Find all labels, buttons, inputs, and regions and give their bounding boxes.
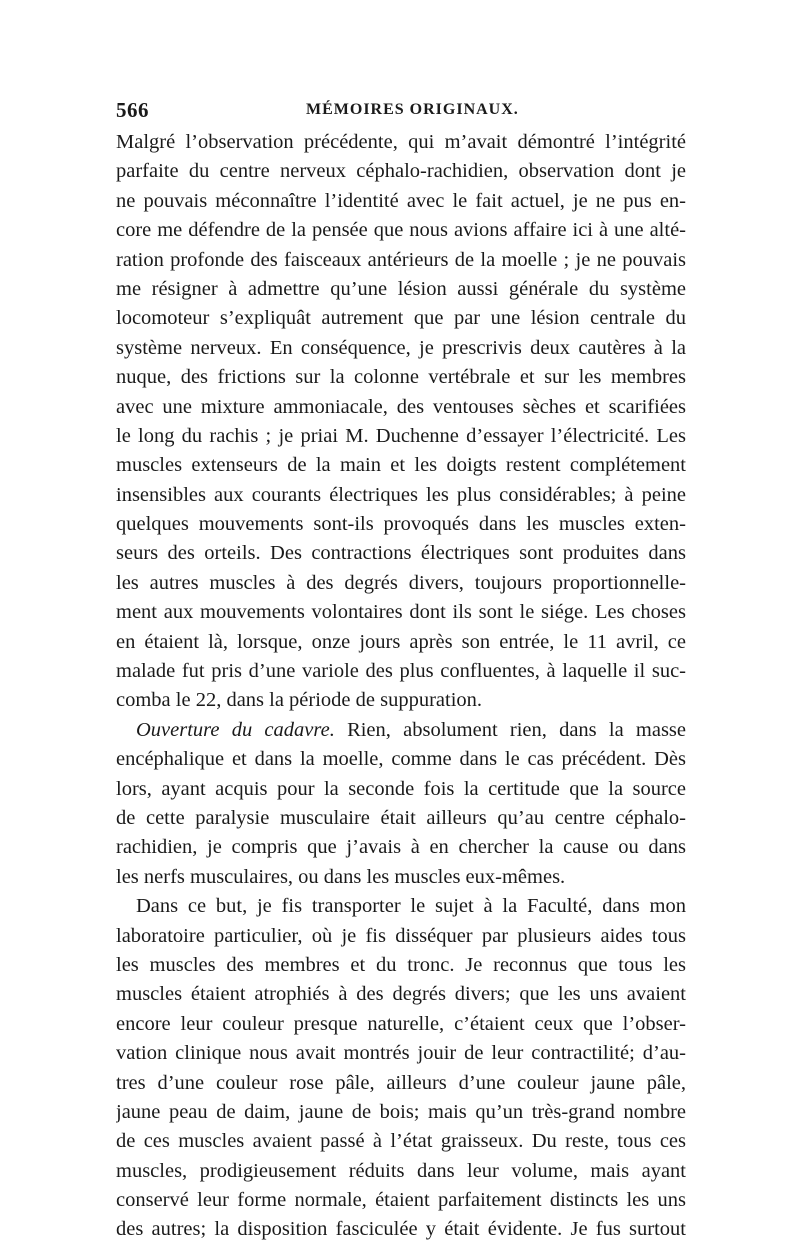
section-title: Ouverture du cadavre. xyxy=(136,718,335,741)
running-head xyxy=(116,98,686,126)
text-line: jaune peau de daim, jaune de bois; mais qu’un très-grand nombre xyxy=(116,1100,686,1123)
text-line: système nerveux. En conséquence, je prescrivis deux cautères à la xyxy=(116,336,686,359)
text-line: core me défendre de la pensée que nous avions affaire ici à une alté- xyxy=(116,219,686,242)
text-line: Dans ce but, je fis transporter le sujet à la Faculté, dans mon xyxy=(136,895,686,918)
text-line: le long du rachis ; je priai M. Duchenne d’essayer l’électricité. Les xyxy=(116,424,686,447)
body-text xyxy=(116,128,686,1245)
section-first-line-rest: Rien, absolument rien, dans la masse xyxy=(347,718,686,741)
text-line: ne pouvais méconnaître l’identité avec le fait actuel, je ne pus en- xyxy=(116,189,686,212)
text-line: ment aux mouvements volontaires dont ils sont le siége. Les choses xyxy=(116,601,686,624)
text-line: en étaient là, lorsque, onze jours après son entrée, le 11 avril, ce xyxy=(116,630,686,653)
text-line: de ces muscles avaient passé à l’état graisseux. Du reste, tous ces xyxy=(116,1130,686,1153)
text-line: muscles étaient atrophiés à des degrés divers; que les uns avaient xyxy=(116,983,686,1006)
text-line: malade fut pris d’une variole des plus confluentes, à laquelle il suc- xyxy=(116,660,686,683)
text-line: Malgré l’observation précédente, qui m’avait démontré l’intégrité xyxy=(116,131,686,153)
text-line: rachidien, je compris que j’avais à en chercher la cause ou dans xyxy=(116,836,686,859)
text-line: me résigner à admettre qu’une lésion aussi générale du système xyxy=(116,277,686,300)
text-line: muscles extenseurs de la main et les doigts restent complétement xyxy=(116,454,686,477)
text-line: laboratoire particulier, où je fis disséquer par plusieurs aides tous xyxy=(116,924,686,947)
text-line: nuque, des frictions sur la colonne vertébrale et sur les membres xyxy=(116,366,686,389)
text-line: les autres muscles à des degrés divers, toujours proportionnelle- xyxy=(116,571,686,594)
text-line: conservé leur forme normale, étaient parfaitement distincts les uns xyxy=(116,1189,686,1212)
text-line: parfaite du centre nerveux céphalo-rachidien, observation dont je xyxy=(116,160,686,183)
text-line: des autres; la disposition fasciculée y était évidente. Je fus surtout xyxy=(116,1218,686,1241)
text-line: comba le 22, dans la période de suppuration. xyxy=(116,689,483,712)
section-first-line xyxy=(116,716,686,745)
text-line: insensibles aux courants électriques les plus considérables; à peine xyxy=(116,483,686,506)
text-line: encore leur couleur presque naturelle, c’étaient ceux que l’obser- xyxy=(116,1012,686,1035)
text-line: de cette paralysie musculaire était ailleurs qu’au centre céphalo- xyxy=(116,806,686,829)
text-line: seurs des orteils. Des contractions électriques sont produites dans xyxy=(116,542,686,565)
text-line: vation clinique nous avait montrés jouir de leur contractilité; d’au- xyxy=(116,1042,686,1065)
text-line: locomoteur s’expliquât autrement que par une lésion centrale du xyxy=(116,307,686,330)
text-line: les nerfs musculaires, ou dans les muscles eux-mêmes. xyxy=(116,865,566,888)
text-line: tres d’une couleur rose pâle, ailleurs d’une couleur jaune pâle, xyxy=(116,1071,686,1094)
running-title: MÉMOIRES ORIGINAUX. xyxy=(306,101,519,118)
text-line: muscles, prodigieusement réduits dans leur volume, mais ayant xyxy=(116,1159,686,1182)
text-line: encéphalique et dans la moelle, comme dans le cas précédent. Dès xyxy=(116,748,686,771)
text-line: avec une mixture ammoniacale, des ventouses sèches et scarifiées xyxy=(116,395,686,418)
text-line: quelques mouvements sont-ils provoqués dans les muscles exten- xyxy=(116,513,686,536)
text-line: ration profonde des faisceaux antérieurs de la moelle ; je ne pouvais xyxy=(116,248,686,271)
page-number: 566 xyxy=(116,98,149,122)
text-line: les muscles des membres et du tronc. Je reconnus que tous les xyxy=(116,953,686,976)
text-line: lors, ayant acquis pour la seconde fois la certitude que la source xyxy=(116,777,686,800)
